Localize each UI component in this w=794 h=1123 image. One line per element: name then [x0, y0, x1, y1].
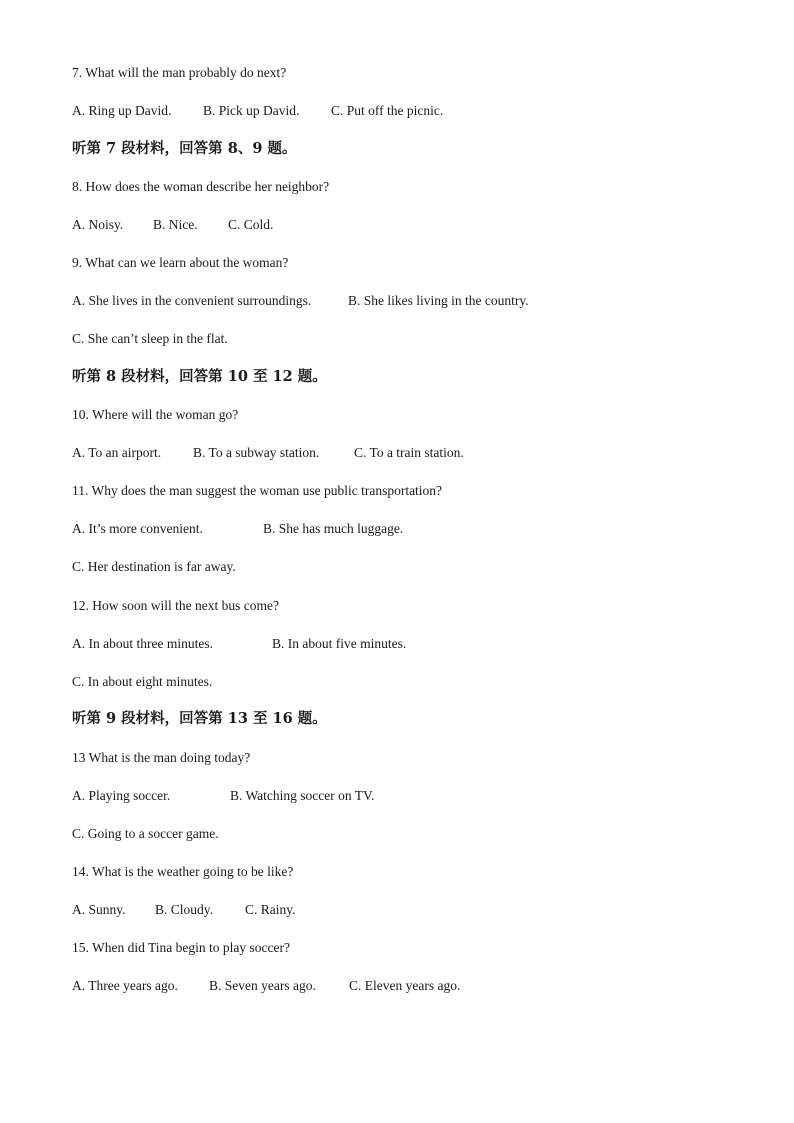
section-heading: 听第 7 段材料，回答第 8、9 题。	[72, 140, 297, 157]
option-b: B. Cloudy.	[155, 902, 214, 917]
option-b: B. To a subway station.	[193, 445, 320, 460]
option-c: C. In about eight minutes.	[72, 674, 213, 689]
question-12: 12. How soon will the next bus come?	[72, 598, 279, 613]
section-heading: 听第 9 段材料，回答第 13 至 16 题。	[72, 710, 327, 727]
options-row	[72, 444, 464, 462]
question-9: 9. What can we learn about the woman?	[72, 255, 289, 270]
options-row	[72, 330, 228, 348]
option-c: C. Eleven years ago.	[349, 978, 461, 993]
option-b: B. Watching soccer on TV.	[230, 788, 375, 803]
option-a: A. It’s more convenient.	[72, 521, 203, 536]
option-c: C. Her destination is far away.	[72, 559, 236, 574]
options-row	[72, 558, 236, 576]
options-row	[72, 635, 406, 653]
question-13: 13 What is the man doing today?	[72, 750, 251, 765]
question-11: 11. Why does the man suggest the woman use public transportation?	[72, 483, 443, 498]
question-10: 10. Where will the woman go?	[72, 407, 239, 422]
option-a: A. In about three minutes.	[72, 636, 213, 651]
option-a: A. She lives in the convenient surroundings.	[72, 293, 312, 308]
question-15: 15. When did Tina begin to play soccer?	[72, 940, 290, 955]
option-a: A. To an airport.	[72, 445, 162, 460]
section-heading: 听第 8 段材料，回答第 10 至 12 题。	[72, 368, 327, 385]
option-a: A. Ring up David.	[72, 103, 172, 118]
option-c: C. Put off the picnic.	[331, 103, 444, 118]
option-b: B. In about five minutes.	[272, 636, 407, 651]
option-b: B. She has much luggage.	[263, 521, 404, 536]
question-14: 14. What is the weather going to be like?	[72, 864, 294, 879]
option-c: C. To a train station.	[354, 445, 464, 460]
question-8: 8. How does the woman describe her neighbor?	[72, 179, 330, 194]
options-row	[72, 673, 212, 691]
option-c: C. Rainy.	[245, 902, 296, 917]
option-c: C. Cold.	[228, 217, 274, 232]
options-row	[72, 901, 296, 919]
options-row	[72, 292, 529, 310]
option-b: B. Pick up David.	[203, 103, 300, 118]
option-c: C. Going to a soccer game.	[72, 826, 219, 841]
option-a: A. Sunny.	[72, 902, 126, 917]
options-row	[72, 102, 443, 120]
option-b: B. Seven years ago.	[209, 978, 316, 993]
options-row	[72, 977, 460, 995]
option-a: A. Noisy.	[72, 217, 124, 232]
options-row	[72, 216, 273, 234]
options-row	[72, 787, 374, 805]
option-b: B. Nice.	[153, 217, 198, 232]
options-row	[72, 520, 403, 538]
options-row	[72, 825, 219, 843]
question-7: 7. What will the man probably do next?	[72, 65, 287, 80]
option-a: A. Three years ago.	[72, 978, 178, 993]
option-c: C. She can’t sleep in the flat.	[72, 331, 228, 346]
option-a: A. Playing soccer.	[72, 788, 171, 803]
option-b: B. She likes living in the country.	[348, 293, 529, 308]
